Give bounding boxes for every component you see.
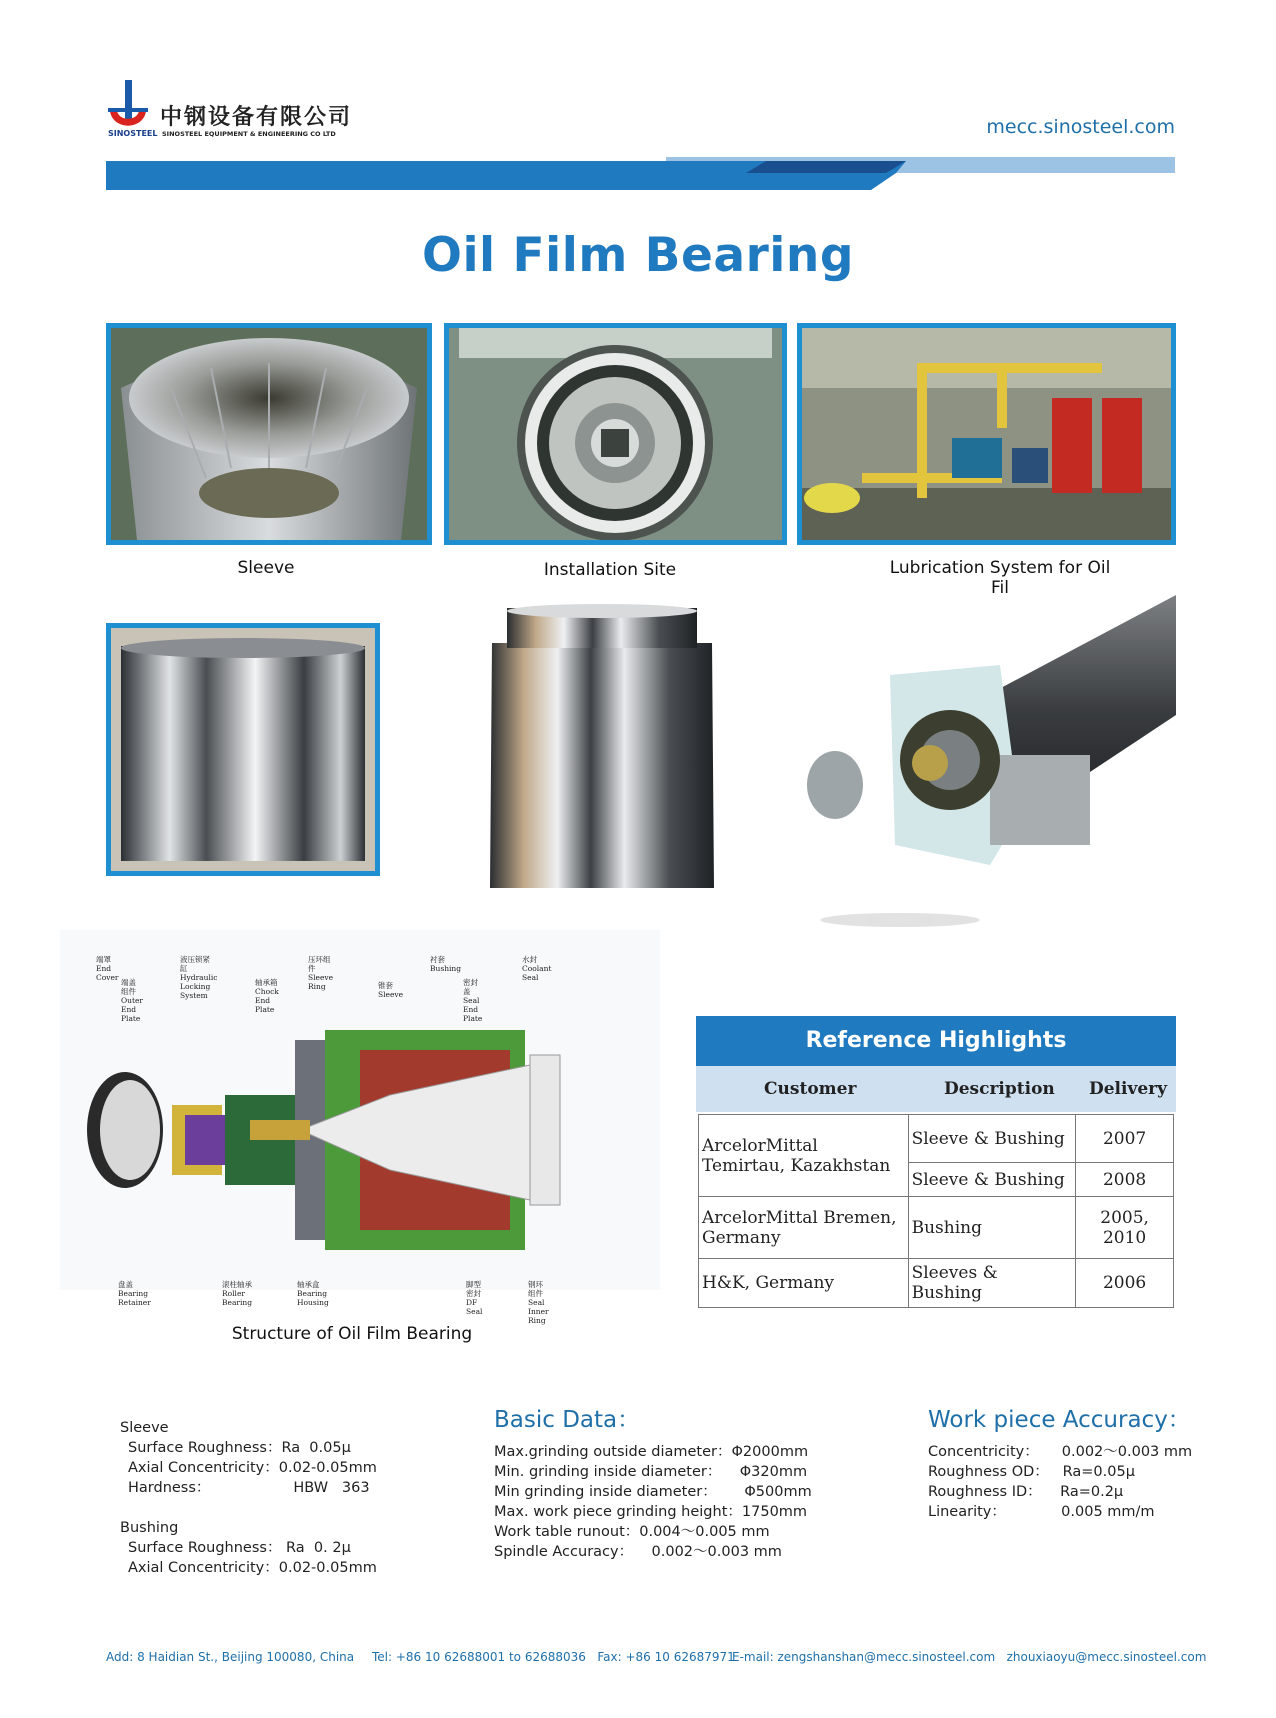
diagram-label-end-cover: 端罩 End Cover — [96, 955, 119, 982]
footer-phone: Tel: +86 10 62688001 to 62688036 Fax: +86 10 62687971 — [372, 1650, 735, 1664]
table-cell-description: Bushing — [908, 1197, 1076, 1259]
bushing-spec-line: Surface Roughness： Ra 0. 2μ — [128, 1540, 351, 1556]
diagram-label-bearing-housing: 轴承盒 Bearing Housing — [297, 1280, 329, 1307]
sleeve-spec-line: Axial Concentricity：0.02-0.05mm — [128, 1460, 377, 1476]
company-name-cn: 中钢设备有限公司 — [160, 104, 353, 130]
table-cell-description: Sleeve & Bushing — [908, 1115, 1076, 1163]
diagram-label-chock-end-plate: 轴承箱 Chock End Plate — [255, 978, 279, 1014]
col-description: Description — [944, 1079, 1055, 1099]
col-customer: Customer — [764, 1079, 857, 1099]
basic-data — [494, 1407, 854, 1562]
diagram-label-df-seal: 脚型密封 DF Seal — [466, 1280, 483, 1316]
table-cell-delivery: 2008 — [1076, 1163, 1174, 1197]
structure-diagram — [60, 930, 660, 1290]
sleeve-spec-line: Hardness： HBW 363 — [128, 1480, 370, 1496]
brand-name: SINOSTEEL — [108, 129, 158, 138]
sleeve-image — [111, 328, 427, 540]
sleeve-photo — [106, 323, 432, 545]
bushing-spec-line: Axial Concentricity：0.02-0.05mm — [128, 1560, 377, 1576]
lubrication-image — [802, 328, 1171, 540]
diagram-label-seal-inner-ring: 钢环组件 Seal Inner Ring — [528, 1280, 549, 1325]
table-cell-customer: ArcelorMittal Temirtau, Kazakhstan — [699, 1115, 909, 1197]
basic-data-line: Max.grinding outside diameter：Φ2000mm — [494, 1444, 809, 1460]
installation-caption: Installation Site — [543, 560, 677, 580]
table-cell-delivery: 2005, 2010 — [1076, 1197, 1174, 1259]
diagram-label-bushing: 衬套 Bushing — [430, 955, 462, 973]
sleeve-specs — [120, 1418, 420, 1578]
footer-address: Add: 8 Haidian St., Beijing 100080, China — [106, 1650, 355, 1664]
diagram-label-seal-end-plate: 密封盖 Seal End Plate — [463, 978, 483, 1023]
diagram-label-hydraulic: 液压锁紧缸 Hydraulic Locking System — [180, 955, 218, 1000]
reference-title: Reference Highlights — [696, 1016, 1176, 1066]
basic-data-line: Spindle Accuracy： 0.002～0.003 mm — [494, 1544, 782, 1560]
structure-drawing — [60, 930, 660, 1290]
table-row — [699, 1197, 1174, 1259]
reference-table — [698, 1114, 1174, 1308]
reference-header-row — [696, 1066, 1176, 1112]
bushing-photo — [106, 623, 380, 876]
footer-email[interactable]: E-mail: zengshanshan@mecc.sinosteel.com zhouxiaoyu@mecc.sinosteel.com — [732, 1650, 1207, 1664]
bushing-large-image — [482, 603, 722, 893]
table-row — [699, 1115, 1174, 1163]
basic-data-line: Work table runout：0.004～0.005 mm — [494, 1524, 770, 1540]
lubrication-caption: Lubrication System for Oil Fil — [889, 558, 1111, 598]
roll-cutaway-photo — [800, 595, 1176, 930]
accuracy-line: Roughness OD： Ra=0.05μ — [928, 1464, 1135, 1480]
diagram-label-bearing-retainer: 盘盖 Bearing Retainer — [118, 1280, 151, 1307]
diagram-label-sleeve: 锥套 Sleeve — [378, 981, 404, 999]
diagram-label-coolant-seal: 水封 Coolant Seal — [522, 955, 552, 982]
table-row — [699, 1259, 1174, 1308]
installation-image — [449, 328, 782, 540]
structure-caption: Structure of Oil Film Bearing — [231, 1324, 473, 1344]
accuracy-line: Concentricity： 0.002～0.003 mm — [928, 1444, 1193, 1460]
basic-data-line: Min. grinding inside diameter： Φ320mm — [494, 1464, 808, 1480]
website-link[interactable]: mecc.sinosteel.com — [986, 116, 1175, 138]
basic-data-title: Basic Data： — [494, 1407, 641, 1433]
sleeve-spec-title: Sleeve — [120, 1420, 169, 1436]
diagram-label-roller-bearing: 滚柱轴承 Roller Bearing — [222, 1280, 253, 1307]
installation-photo — [444, 323, 787, 545]
table-cell-customer: H&K, Germany — [699, 1259, 909, 1308]
table-cell-delivery: 2006 — [1076, 1259, 1174, 1308]
bushing-large-photo — [482, 603, 722, 893]
sleeve-spec-line: Surface Roughness：Ra 0.05μ — [128, 1440, 351, 1456]
page-title: Oil Film Bearing — [421, 228, 854, 283]
accuracy-line: Linearity： 0.005 mm/m — [928, 1504, 1155, 1520]
table-cell-customer: ArcelorMittal Bremen, Germany — [699, 1197, 909, 1259]
accuracy-line: Roughness ID： Ra=0.2μ — [928, 1484, 1124, 1500]
diagram-label-outer-end-plate: 端盖组件 Outer End Plate — [121, 978, 144, 1023]
roll-cutaway-image — [800, 595, 1176, 930]
table-cell-description: Sleeve & Bushing — [908, 1163, 1076, 1197]
header-banner-bar — [106, 157, 1175, 190]
work-piece-accuracy — [928, 1407, 1258, 1522]
table-cell-description: Sleeves & Bushing — [908, 1259, 1076, 1308]
sleeve-caption: Sleeve — [237, 558, 295, 578]
col-delivery: Delivery — [1089, 1079, 1168, 1099]
bushing-spec-title: Bushing — [120, 1520, 179, 1536]
company-name-en: SINOSTEEL EQUIPMENT & ENGINEERING CO LTD — [162, 130, 336, 138]
accuracy-title: Work piece Accuracy： — [928, 1407, 1191, 1433]
table-cell-delivery: 2007 — [1076, 1115, 1174, 1163]
diagram-label-sleeve-ring: 压环组件 Sleeve Ring — [308, 955, 334, 991]
lubrication-photo — [797, 323, 1176, 545]
basic-data-line: Max. work piece grinding height：1750mm — [494, 1504, 808, 1520]
basic-data-line: Min grinding inside diameter： Φ500mm — [494, 1484, 812, 1500]
bushing-image — [111, 628, 375, 871]
